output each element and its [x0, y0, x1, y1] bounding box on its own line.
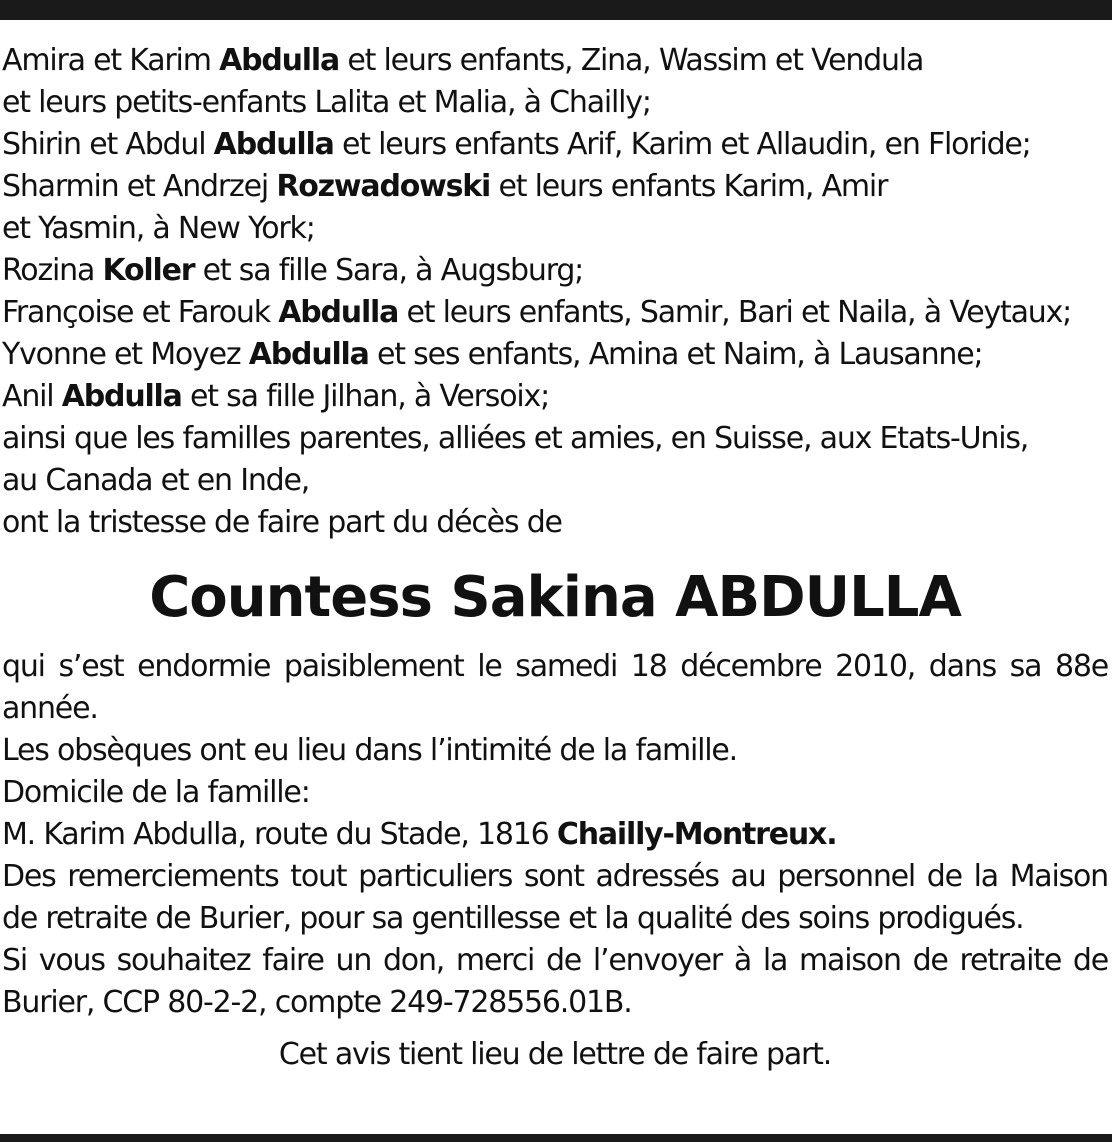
closing-note: Cet avis tient lieu de lettre de faire part.: [278, 1037, 832, 1072]
family-list: [2, 40, 1108, 544]
family-line: Rozina Koller et sa fille Sara, à Augsburg;: [2, 253, 584, 288]
family-line: Françoise et Farouk Abdulla et leurs enfants, Samir, Bari et Naila, à Veytaux;: [2, 295, 1072, 330]
obituary-notice: [2, 40, 1108, 1076]
family-line: Anil Abdulla et sa fille Jilhan, à Versoix;: [2, 379, 549, 414]
family-line: Amira et Karim Abdulla et leurs enfants, Zina, Wassim et Vendula: [2, 43, 924, 78]
bottom-rule: [0, 1134, 1112, 1142]
thanks-paragraph: Des remerciements tout particuliers sont adressés au personnel de la Maison de retraite de Burier, pour sa gentillesse et la qualité des soins prodigués.: [2, 859, 1108, 936]
deceased-name: Countess Sakina ABDULLA: [149, 565, 961, 630]
family-line: ainsi que les familles parentes, alliées et amies, en Suisse, aux Etats-Unis,: [2, 421, 1029, 456]
family-line: au Canada et en Inde,: [2, 463, 310, 498]
family-line: Sharmin et Andrzej Rozwadowski et leurs enfants Karim, Amir: [2, 169, 888, 204]
family-line: et Yasmin, à New York;: [2, 211, 315, 246]
family-line: ont la tristesse de faire part du décès de: [2, 505, 562, 540]
family-address: M. Karim Abdulla, route du Stade, 1816 Chailly-Montreux.: [2, 817, 837, 852]
donation-paragraph: Si vous souhaitez faire un don, merci de l’envoyer à la maison de retraite de Burier, CCP 80-2-2, compte 249-728556.01B.: [2, 943, 1108, 1020]
top-rule: [0, 0, 1112, 20]
family-line: Shirin et Abdul Abdulla et leurs enfants Arif, Karim et Allaudin, en Floride;: [2, 127, 1031, 162]
funeral-paragraph: Les obsèques ont eu lieu dans l’intimité de la famille.: [2, 733, 738, 768]
family-line: et leurs petits-enfants Lalita et Malia, à Chailly;: [2, 85, 651, 120]
domicile-label: Domicile de la famille:: [2, 775, 310, 810]
passing-paragraph: qui s’est endormie paisiblement le samedi 18 décembre 2010, dans sa 88e année.: [2, 649, 1108, 726]
family-line: Yvonne et Moyez Abdulla et ses enfants, Amina et Naim, à Lausanne;: [2, 337, 983, 372]
